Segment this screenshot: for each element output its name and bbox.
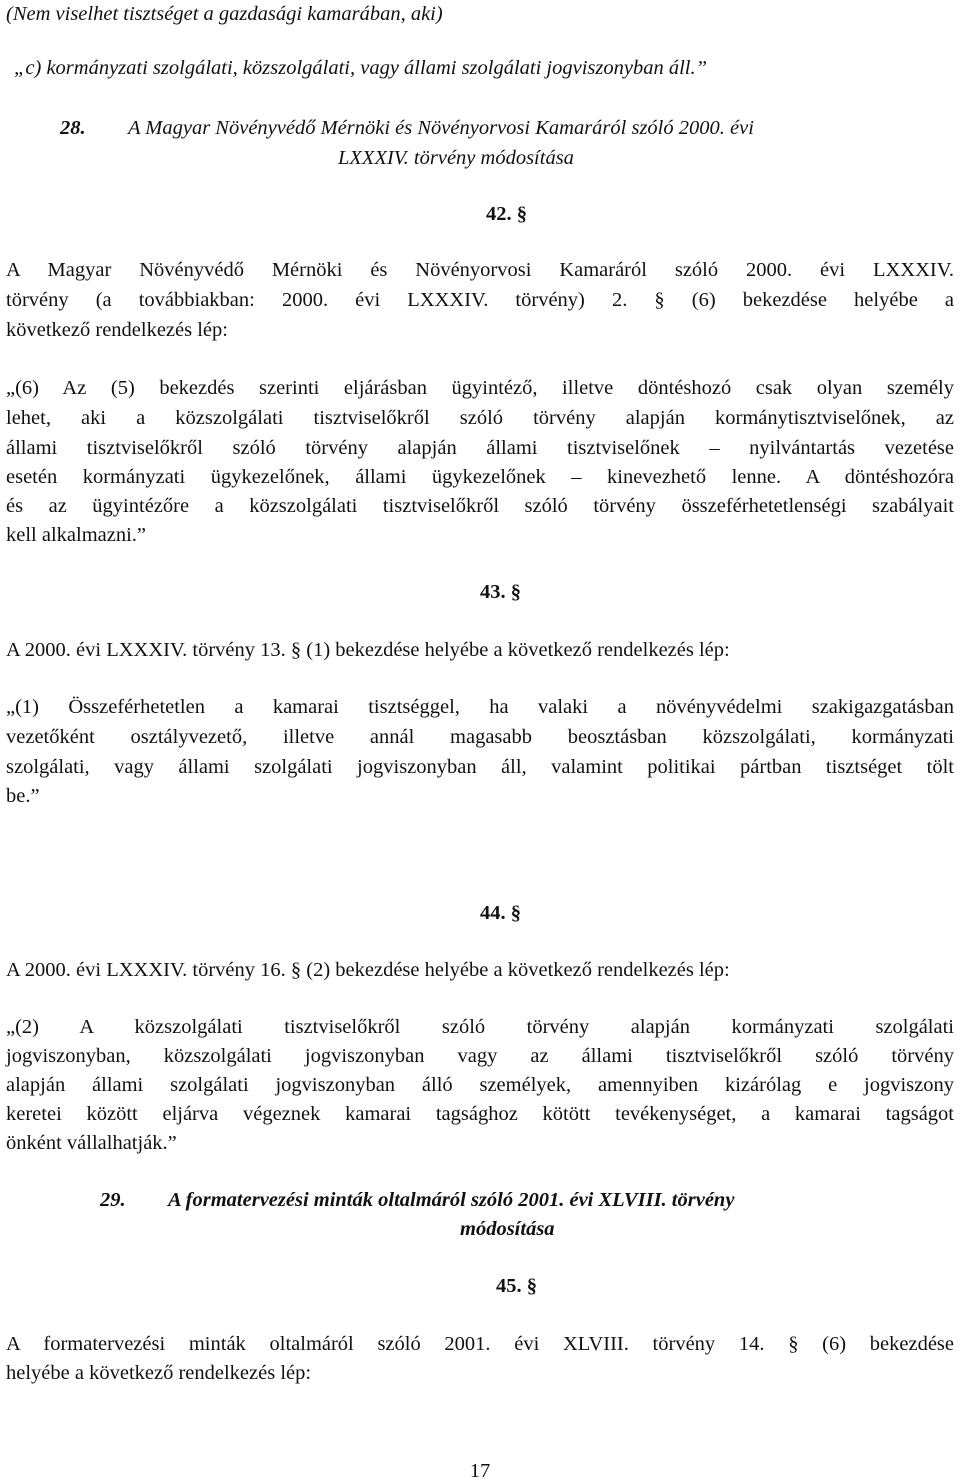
section-44-quote-line2: jogviszonyban, közszolgálati jogviszonyban vagy az állami tisztviselőkről szóló törvény: [6, 1045, 954, 1067]
section-42-heading: 42. §: [486, 203, 527, 225]
section-42-text-line2: törvény (a továbbiakban: 2000. évi LXXXIV. törvény) 2. § (6) bekezdése helyébe a: [6, 289, 954, 311]
section-44-quote-line1: „(2) A közszolgálati tisztviselőkről szóló törvény alapján kormányzati szolgálati: [6, 1016, 954, 1038]
section-42-quote-line4: esetén kormányzati ügykezelőnek, állami ügykezelőnek – kinevezhető lenne. A döntéshozóra: [6, 466, 954, 488]
section-42-quote-line1: „(6) Az (5) bekezdés szerinti eljárásban ügyintéző, illetve döntéshozó csak olyan személy: [6, 377, 954, 399]
section-44-quote-line4: keretei között eljárva végeznek kamarai tagsághoz kötött tevékenységet, a kamarai tagságot: [6, 1103, 954, 1125]
page-number: 17: [469, 1460, 491, 1482]
section-42-quote-line2: lehet, aki a közszolgálati tisztviselőkről szóló törvény alapján kormánytisztviselőnek, az: [6, 407, 954, 429]
context-note: (Nem viselhet tisztséget a gazdasági kamarában, aki): [6, 3, 443, 25]
section-45-text-line1: A formatervezési minták oltalmáról szóló 2001. évi XLVIII. törvény 14. § (6) bekezdése: [6, 1333, 954, 1355]
chapter-29-number: 29.: [100, 1189, 126, 1211]
section-44-quote-line3: alapján állami szolgálati jogviszonyban álló személyek, amennyiben kizárólag e jogviszony: [6, 1074, 954, 1096]
section-43-quote-line3: szolgálati, vagy állami szolgálati jogviszonyban áll, valamint politikai pártban tisztséget tölt: [6, 756, 954, 778]
section-43-quote-line2: vezetőként osztályvezető, illetve annál magasabb beosztásban közszolgálati, kormányzati: [6, 726, 954, 748]
amended-point-c: „c) kormányzati szolgálati, közszolgálati, vagy állami szolgálati jogviszonyban áll.”: [14, 57, 708, 79]
chapter-28-number: 28.: [60, 117, 86, 139]
section-42-quote-line5: és az ügyintézőre a közszolgálati tisztviselőkről szóló törvény összeférhetetlenségi szabályait: [6, 495, 954, 517]
section-43-heading: 43. §: [480, 581, 521, 603]
section-44-quote-line5: önként vállalhatják.”: [6, 1132, 177, 1154]
section-42-text-line3: következő rendelkezés lép:: [6, 319, 228, 341]
section-45-heading: 45. §: [496, 1275, 537, 1297]
section-43-quote-line1: „(1) Összeférhetetlen a kamarai tisztséggel, ha valaki a növényvédelmi szakigazgatásban: [6, 696, 954, 718]
section-45-text-line2: helyébe a következő rendelkezés lép:: [6, 1362, 312, 1384]
section-44-text: A 2000. évi LXXXIV. törvény 16. § (2) bekezdése helyébe a következő rendelkezés lép:: [6, 959, 730, 981]
section-43-quote-line4: be.”: [6, 785, 40, 807]
chapter-28-title-line2: LXXXIV. törvény módosítása: [338, 147, 574, 169]
chapter-28-title-line1: A Magyar Növényvédő Mérnöki és Növényorvosi Kamaráról szóló 2000. évi: [128, 117, 754, 139]
section-43-text: A 2000. évi LXXXIV. törvény 13. § (1) bekezdése helyébe a következő rendelkezés lép:: [6, 639, 730, 661]
section-44-heading: 44. §: [480, 902, 521, 924]
section-42-quote-line3: állami tisztviselőkről szóló törvény alapján állami tisztviselőnek – nyilvántartás vezetése: [6, 437, 954, 459]
chapter-29-title-line1: A formatervezési minták oltalmáról szóló 2001. évi XLVIII. törvény: [168, 1189, 735, 1211]
section-42-quote-line6: kell alkalmazni.”: [6, 524, 147, 546]
section-42-text-line1: A Magyar Növényvédő Mérnöki és Növényorvosi Kamaráról szóló 2000. évi LXXXIV.: [6, 259, 954, 281]
chapter-29-title-line2: módosítása: [460, 1218, 555, 1240]
